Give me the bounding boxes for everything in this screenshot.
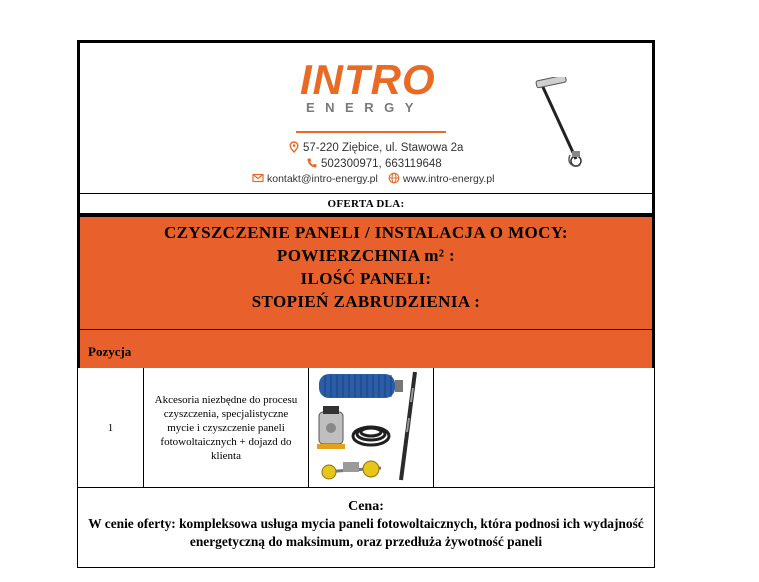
info-area: POWIERZCHNIA m² :: [276, 246, 456, 265]
company-logo: [248, 56, 495, 185]
header-box: [77, 40, 655, 196]
item-empty-cell: [434, 368, 654, 488]
item-image-cell: [309, 368, 434, 488]
telescopic-pole-icon: [401, 372, 415, 480]
item-description: Akcesoria niezbędne do procesu czyszczenia, specjalistyczne mycie i czyszczenie paneli fotowoltaicznych + dojazd do klienta: [154, 394, 298, 462]
roller-brush-icon: [319, 374, 403, 398]
contact-phone: [306, 157, 442, 171]
globe-icon: [388, 172, 400, 184]
website-text: www.intro-energy.pl: [403, 173, 495, 185]
contact-address: [288, 141, 463, 155]
logo-brand: INTRO: [300, 56, 436, 103]
envelope-icon: [252, 172, 264, 184]
cleaning-equipment-image: [309, 368, 433, 488]
address-text: 57-220 Ziębice, ul. Stawowa 2a: [303, 142, 464, 154]
attachments-icon: [322, 461, 381, 479]
logo-subtitle: ENERGY: [306, 100, 424, 115]
price-description: W cenie oferty: kompleksowa usługa mycia paneli fotowoltaicznych, która podnosi ich wydajność energetyczną do maksimum, oraz przedłuża żywotność paneli: [88, 516, 644, 549]
cleaning-brush-pole-image: [530, 77, 590, 173]
item-number-cell: [78, 368, 144, 488]
price-block: [77, 488, 655, 568]
offer-for-label: OFERTA DLA:: [327, 197, 405, 210]
phone-icon: [306, 157, 318, 169]
contact-email: [252, 172, 378, 186]
item-description-cell: [144, 368, 309, 488]
info-cleaning-power: CZYSZCZENIE PANELI / INSTALACJA O MOCY:: [164, 223, 568, 242]
position-header: Pozycja: [88, 344, 132, 359]
position-header-row: [77, 330, 655, 368]
email-text: kontakt@intro-energy.pl: [267, 173, 378, 185]
info-panel-count: ILOŚĆ PANELI:: [300, 269, 432, 288]
installation-info-block: [77, 214, 655, 332]
item-number: 1: [107, 422, 114, 434]
water-pump-icon: [317, 406, 345, 449]
offer-for-row: [77, 194, 655, 216]
info-dirt-level: STOPIEŃ ZABRUDZIENIA :: [251, 292, 481, 311]
price-label: Cena:: [348, 499, 384, 514]
hose-coil-icon: [353, 427, 389, 445]
contact-website: [388, 172, 494, 186]
logo-divider: [296, 131, 446, 133]
item-table: [77, 368, 655, 488]
phone-text: 502300971, 663119648: [321, 158, 442, 170]
location-pin-icon: [288, 141, 300, 153]
offer-document: [77, 40, 655, 582]
